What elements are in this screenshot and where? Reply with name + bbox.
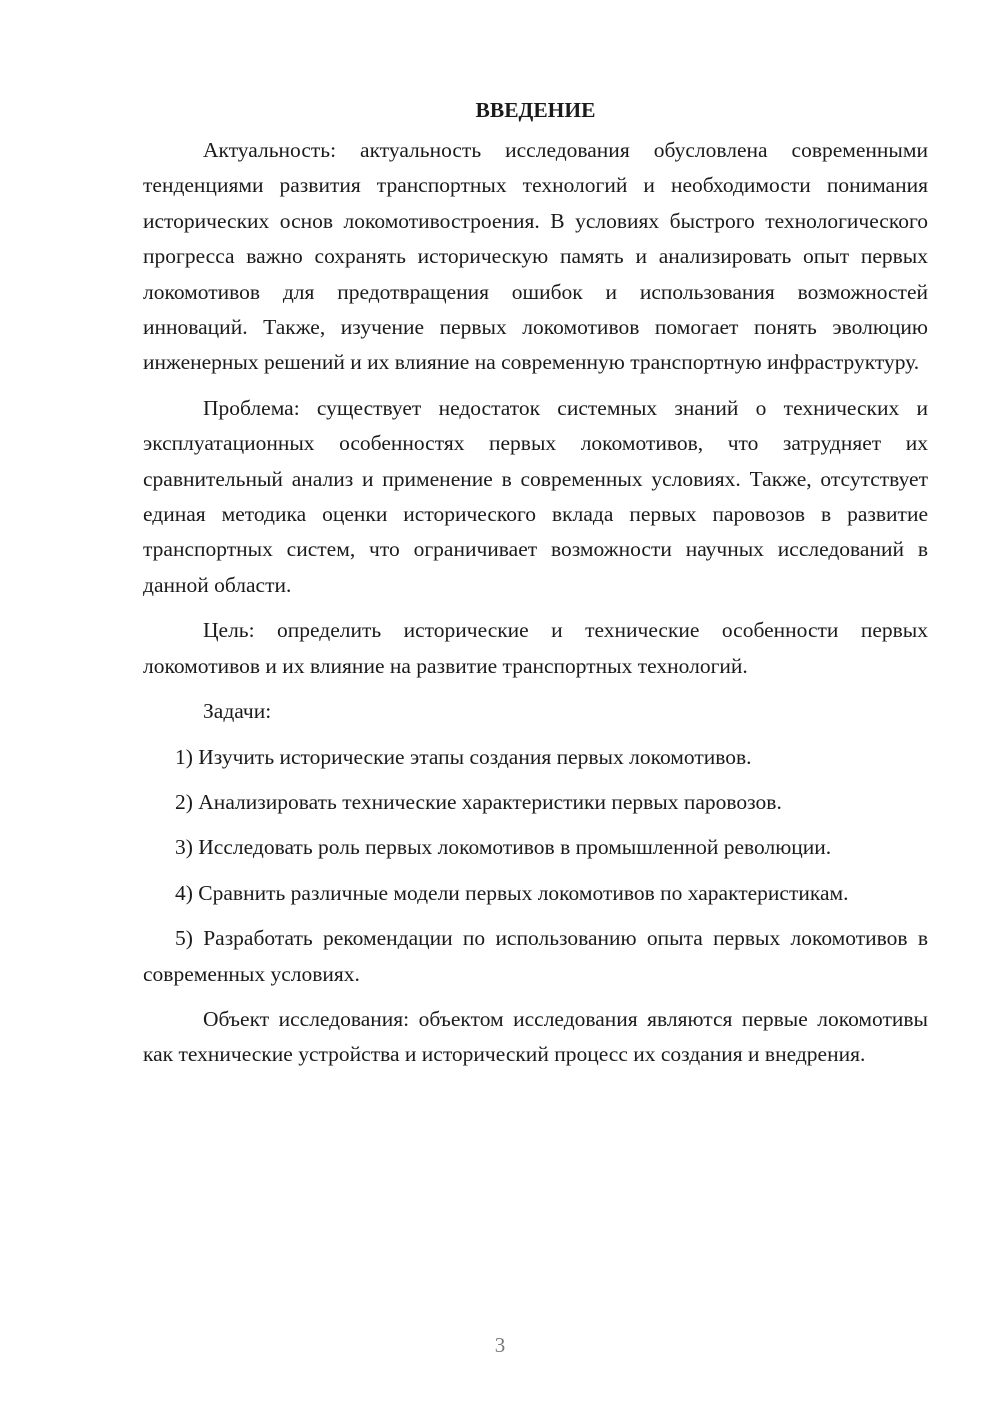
task-item-5: 5) Разработать рекомендации по использованию опыта первых локомотивов в современных условиях.	[143, 926, 928, 986]
tasks-heading: Задачи:	[203, 699, 272, 724]
document-page	[143, 92, 928, 1083]
section-title: ВВЕДЕНИЕ	[475, 98, 596, 122]
task-item-1: 1) Изучить исторические этапы создания первых локомотивов.	[175, 744, 752, 769]
goal-paragraph: Цель: определить исторические и технические особенности первых локомотивов и их влияние на развитие транспортных технологий.	[143, 618, 928, 678]
page-number: 3	[494, 1333, 506, 1357]
problem-paragraph: Проблема: существует недостаток системных знаний о технических и эксплуатационных особенностях первых локомотивов, что затрудняет их сравнительный анализ и применение в современных условиях. Также, отсутствует единая методика оценки исторического вклада первых паровозов в развитие транспортных систем, что ограничивает возможности научных исследований в данной области.	[143, 395, 928, 597]
task-item-3: 3) Исследовать роль первых локомотивов в промышленной революции.	[175, 835, 832, 860]
object-paragraph: Объект исследования: объектом исследования являются первые локомотивы как технические устройства и исторический процесс их создания и внедрения.	[143, 1006, 928, 1067]
task-item-4: 4) Сравнить различные модели первых локомотивов по характеристикам.	[175, 880, 849, 905]
relevance-paragraph: Актуальность: актуальность исследования обусловлена современными тенденциями развития транспортных технологий и необходимости понимания исторических основ локомотивостроения. В условиях быстрого технологического прогресса важно сохранять историческую память и анализировать опыт первых локомотивов для предотвращения ошибок и использования возможностей инноваций. Также, изучение первых локомотивов помогает понять эволюцию инженерных решений и их влияние на современную транспортную инфраструктуру.	[143, 138, 928, 375]
task-item-2: 2) Анализировать технические характеристики первых паровозов.	[175, 789, 782, 814]
